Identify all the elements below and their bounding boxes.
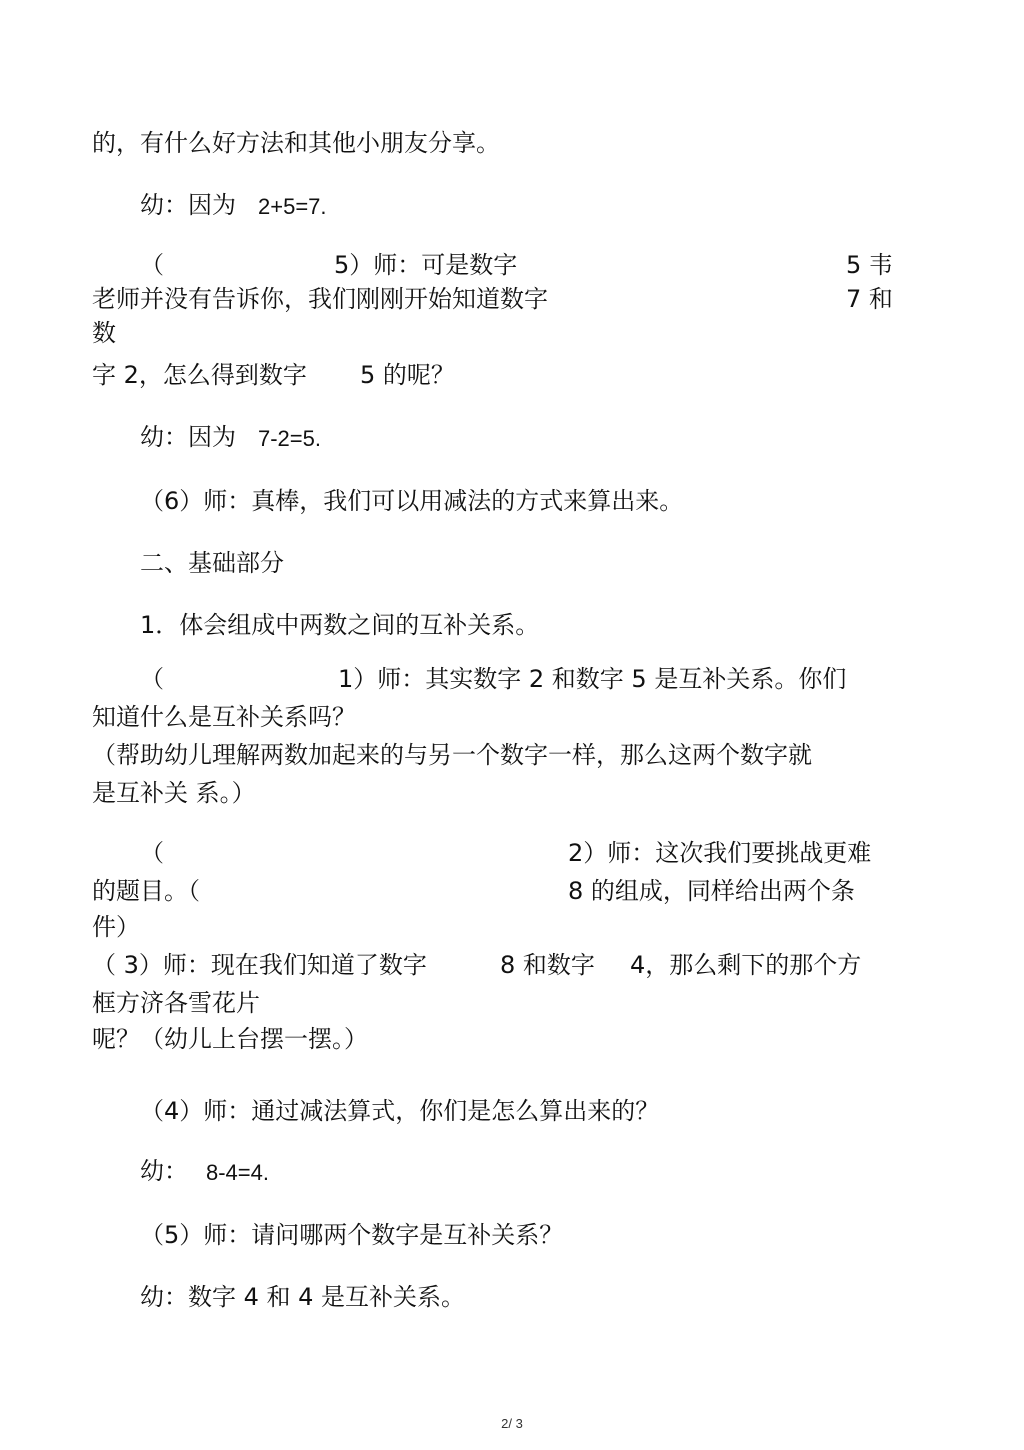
text-line: （ 3）师：现在我们知道了数字 bbox=[92, 951, 427, 979]
text-line: 5 韦 bbox=[846, 251, 893, 279]
text-line: 老师并没有告诉你，我们刚刚开始知道数字 bbox=[92, 285, 548, 313]
text-line: 1．体会组成中两数之间的互补关系。 bbox=[140, 611, 540, 639]
text-line: 1）师：其实数字 2 和数字 5 是互补关系。你们 bbox=[338, 665, 847, 693]
text-line: 框方济各雪花片 bbox=[92, 989, 260, 1017]
page-number: 2/ 3 bbox=[501, 1416, 523, 1431]
text-line: （5）师：请问哪两个数字是互补关系？ bbox=[140, 1221, 564, 1249]
text-line: 8 的组成，同样给出两个条 bbox=[568, 877, 855, 905]
text-line: （ bbox=[140, 839, 164, 867]
text-line: （4）师：通过减法算式，你们是怎么算出来的？ bbox=[140, 1097, 660, 1125]
text-line: 幼：因为 bbox=[140, 423, 236, 451]
text-line: 幼：因为 bbox=[140, 191, 236, 219]
text-line: 知道什么是互补关系吗？ bbox=[92, 703, 356, 731]
equation: 8-4=4. bbox=[206, 1160, 269, 1185]
text-line: 件） bbox=[92, 913, 140, 941]
section-heading: 二、基础部分 bbox=[140, 549, 284, 577]
text-line: 7 和 bbox=[846, 285, 893, 313]
text-line: 的，有什么好方法和其他小朋友分享。 bbox=[92, 129, 500, 157]
text-line: 幼：数字 4 和 4 是互补关系。 bbox=[140, 1283, 466, 1311]
equation: 2+5=7. bbox=[258, 194, 327, 219]
text-line: 5）师：可是数字 bbox=[334, 251, 518, 279]
text-line: 幼： bbox=[140, 1157, 188, 1185]
text-line: 字 2，怎么得到数字 bbox=[92, 361, 307, 389]
equation: 7-2=5. bbox=[258, 426, 321, 451]
text-line: 4，那么剩下的那个方 bbox=[630, 951, 862, 979]
text-line: 数 bbox=[92, 319, 116, 347]
text-line: 的题目。（ bbox=[92, 877, 200, 905]
text-line: （6）师：真棒，我们可以用减法的方式来算出来。 bbox=[140, 487, 684, 515]
text-line: （帮助幼儿理解两数加起来的与另一个数字一样，那么这两个数字就 bbox=[92, 741, 812, 769]
text-line: 呢？（幼儿上台摆一摆。） bbox=[92, 1025, 368, 1053]
text-line: 2）师：这次我们要挑战更难 bbox=[568, 839, 872, 867]
text-line: （ bbox=[140, 251, 164, 279]
text-line: 是互补关 系。） bbox=[92, 779, 256, 807]
text-line: （ bbox=[140, 665, 164, 693]
text-line: 8 和数字 bbox=[500, 951, 595, 979]
text-line: 5 的呢？ bbox=[360, 361, 455, 389]
